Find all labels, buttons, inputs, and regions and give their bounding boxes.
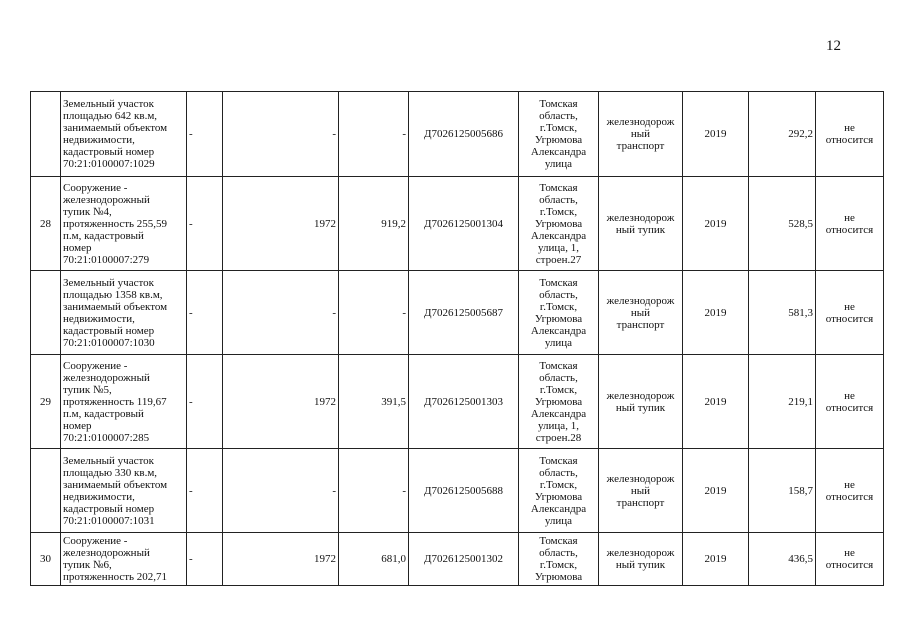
description-line: Земельный участок bbox=[63, 276, 154, 289]
relation-line: относится bbox=[825, 223, 874, 236]
address-line: Александра bbox=[530, 229, 587, 242]
description-line: железнодорожный bbox=[63, 371, 150, 384]
relation-line: относится bbox=[825, 490, 874, 503]
address-line: улица, 1, bbox=[538, 241, 579, 254]
value-cell: 158,7 bbox=[749, 449, 816, 533]
address-line: Томская bbox=[539, 535, 578, 547]
address-line: область, bbox=[539, 110, 578, 122]
relation-line: относится bbox=[825, 134, 874, 146]
address-line: строен.28 bbox=[535, 431, 582, 444]
relation-line: относится bbox=[825, 401, 874, 414]
value-cell: 436,5 bbox=[749, 533, 816, 586]
address-line: г.Томск, bbox=[539, 205, 578, 218]
assessment-year-cell: 2019 bbox=[683, 533, 749, 586]
address-line: Угрюмова bbox=[534, 571, 583, 583]
category-cell bbox=[599, 92, 683, 177]
description-line: тупик №5, bbox=[63, 383, 112, 396]
description-line: железнодорожный bbox=[63, 193, 150, 206]
description-line: п.м, кадастровый bbox=[63, 407, 144, 420]
value-cell: 219,1 bbox=[749, 355, 816, 449]
category-line: железнодорож bbox=[606, 389, 675, 402]
table-row bbox=[31, 271, 884, 355]
row-number-cell: 29 bbox=[31, 355, 61, 449]
description-line: 70:21:0100007:285 bbox=[63, 431, 150, 444]
address-line: улица, 1, bbox=[538, 419, 579, 432]
flag-cell: - bbox=[187, 92, 223, 177]
description-cell bbox=[61, 177, 187, 271]
address-line: Александра bbox=[530, 502, 587, 515]
relation-line: не bbox=[844, 389, 855, 402]
description-line: Земельный участок bbox=[63, 454, 154, 467]
description-line: 70:21:0100007:1030 bbox=[63, 336, 155, 349]
description-line: кадастровый номер bbox=[63, 502, 155, 515]
relation-line: не bbox=[844, 122, 855, 134]
address-cell bbox=[519, 92, 599, 177]
table-row bbox=[31, 92, 884, 177]
address-cell bbox=[519, 533, 599, 586]
assessment-year-cell: 2019 bbox=[683, 355, 749, 449]
category-line: транспорт bbox=[616, 496, 665, 509]
description-line: занимаемый объектом bbox=[63, 300, 168, 313]
value-cell: 581,3 bbox=[749, 271, 816, 355]
value-cell: 292,2 bbox=[749, 92, 816, 177]
row-number-cell: 28 bbox=[31, 177, 61, 271]
address-cell bbox=[519, 271, 599, 355]
address-cell bbox=[519, 355, 599, 449]
description-line: кадастровый номер bbox=[63, 146, 155, 158]
category-line: ный тупик bbox=[615, 559, 666, 571]
description-line: Сооружение - bbox=[63, 181, 128, 194]
relation-line: не bbox=[844, 547, 855, 559]
address-line: Угрюмова bbox=[534, 395, 583, 408]
description-line: площадью 1358 кв.м, bbox=[63, 288, 163, 301]
category-line: железнодорож bbox=[606, 547, 675, 559]
address-line: улица bbox=[544, 336, 573, 349]
area-cell: - bbox=[339, 449, 409, 533]
assessment-year-cell: 2019 bbox=[683, 177, 749, 271]
relation-line: относится bbox=[825, 312, 874, 325]
address-line: Александра bbox=[530, 324, 587, 337]
category-line: ный bbox=[630, 484, 651, 497]
flag-cell: - bbox=[187, 271, 223, 355]
area-cell: - bbox=[339, 271, 409, 355]
description-line: занимаемый объектом bbox=[63, 478, 168, 491]
address-line: Томская bbox=[539, 359, 578, 372]
registry-id-cell: Д7026125001304 bbox=[409, 177, 519, 271]
category-line: ный тупик bbox=[615, 401, 666, 414]
address-line: г.Томск, bbox=[539, 383, 578, 396]
relation-cell bbox=[816, 271, 884, 355]
relation-cell bbox=[816, 533, 884, 586]
description-line: Сооружение - bbox=[63, 535, 128, 547]
row-number-cell bbox=[31, 92, 61, 177]
description-cell bbox=[61, 533, 187, 586]
description-cell bbox=[61, 92, 187, 177]
year-cell: 1972 bbox=[223, 177, 339, 271]
category-line: ный bbox=[630, 306, 651, 319]
address-line: г.Томск, bbox=[539, 478, 578, 491]
description-line: недвижимости, bbox=[63, 490, 135, 503]
address-cell bbox=[519, 449, 599, 533]
description-line: тупик №6, bbox=[63, 559, 112, 571]
address-line: Томская bbox=[539, 181, 578, 194]
description-line: недвижимости, bbox=[63, 312, 135, 325]
year-cell: - bbox=[223, 449, 339, 533]
category-line: железнодорож bbox=[606, 211, 675, 224]
description-line: площадью 642 кв.м, bbox=[63, 110, 158, 122]
description-line: 70:21:0100007:1029 bbox=[63, 158, 155, 170]
category-cell bbox=[599, 355, 683, 449]
address-line: Александра bbox=[530, 146, 587, 158]
table-row bbox=[31, 533, 884, 586]
flag-cell: - bbox=[187, 449, 223, 533]
category-line: транспорт bbox=[616, 318, 665, 331]
page-number: 12 bbox=[826, 38, 841, 54]
registry-id-cell: Д7026125001302 bbox=[409, 533, 519, 586]
category-line: железнодорож bbox=[606, 116, 675, 128]
description-cell bbox=[61, 449, 187, 533]
year-cell: 1972 bbox=[223, 533, 339, 586]
value-cell: 528,5 bbox=[749, 177, 816, 271]
address-cell bbox=[519, 177, 599, 271]
year-cell: 1972 bbox=[223, 355, 339, 449]
relation-cell bbox=[816, 92, 884, 177]
category-cell bbox=[599, 177, 683, 271]
flag-cell: - bbox=[187, 355, 223, 449]
address-line: г.Томск, bbox=[539, 559, 578, 571]
assessment-year-cell: 2019 bbox=[683, 92, 749, 177]
description-line: железнодорожный bbox=[63, 547, 150, 559]
table-row bbox=[31, 177, 884, 271]
description-line: занимаемый объектом bbox=[63, 122, 168, 134]
table-row bbox=[31, 355, 884, 449]
description-line: Сооружение - bbox=[63, 359, 128, 372]
relation-line: не bbox=[844, 211, 855, 224]
category-line: ный bbox=[630, 128, 651, 140]
description-line: протяженность 119,67 bbox=[63, 395, 167, 408]
address-line: область, bbox=[539, 466, 578, 479]
description-line: тупик №4, bbox=[63, 205, 112, 218]
registry-id-cell: Д7026125005687 bbox=[409, 271, 519, 355]
row-number-cell bbox=[31, 449, 61, 533]
area-cell: 681,0 bbox=[339, 533, 409, 586]
flag-cell: - bbox=[187, 533, 223, 586]
registry-id-cell: Д7026125001303 bbox=[409, 355, 519, 449]
address-line: Угрюмова bbox=[534, 217, 583, 230]
category-line: железнодорож bbox=[606, 294, 675, 307]
address-line: улица bbox=[544, 158, 573, 170]
category-line: транспорт bbox=[616, 140, 665, 152]
address-line: область, bbox=[539, 193, 578, 206]
property-table bbox=[30, 91, 884, 586]
address-line: Томская bbox=[539, 98, 578, 110]
year-cell: - bbox=[223, 92, 339, 177]
address-line: область, bbox=[539, 371, 578, 384]
row-number-cell bbox=[31, 271, 61, 355]
address-line: Угрюмова bbox=[534, 490, 583, 503]
description-line: протяженность 255,59 bbox=[63, 217, 168, 230]
address-line: Угрюмова bbox=[534, 134, 583, 146]
description-line: номер bbox=[63, 419, 92, 432]
description-line: номер bbox=[63, 241, 92, 254]
address-line: область, bbox=[539, 288, 578, 301]
description-cell bbox=[61, 355, 187, 449]
address-line: Угрюмова bbox=[534, 312, 583, 325]
category-line: ный тупик bbox=[615, 223, 666, 236]
address-line: Александра bbox=[530, 407, 587, 420]
area-cell: 919,2 bbox=[339, 177, 409, 271]
registry-id-cell: Д7026125005688 bbox=[409, 449, 519, 533]
area-cell: - bbox=[339, 92, 409, 177]
description-line: Земельный участок bbox=[63, 98, 154, 110]
description-line: недвижимости, bbox=[63, 134, 135, 146]
address-line: улица bbox=[544, 514, 573, 527]
address-line: г.Томск, bbox=[539, 122, 578, 134]
registry-id-cell: Д7026125005686 bbox=[409, 92, 519, 177]
relation-line: не bbox=[844, 478, 855, 491]
description-line: 70:21:0100007:279 bbox=[63, 253, 150, 266]
category-cell bbox=[599, 449, 683, 533]
address-line: Томская bbox=[539, 276, 578, 289]
address-line: строен.27 bbox=[535, 253, 582, 266]
description-line: 70:21:0100007:1031 bbox=[63, 514, 155, 527]
flag-cell: - bbox=[187, 177, 223, 271]
relation-cell bbox=[816, 449, 884, 533]
description-line: п.м, кадастровый bbox=[63, 229, 144, 242]
row-number-cell: 30 bbox=[31, 533, 61, 586]
relation-cell bbox=[816, 355, 884, 449]
relation-line: не bbox=[844, 300, 855, 313]
assessment-year-cell: 2019 bbox=[683, 449, 749, 533]
description-line: площадью 330 кв.м, bbox=[63, 466, 158, 479]
address-line: г.Томск, bbox=[539, 300, 578, 313]
category-cell bbox=[599, 533, 683, 586]
description-line: протяженность 202,71 bbox=[63, 571, 168, 583]
area-cell: 391,5 bbox=[339, 355, 409, 449]
assessment-year-cell: 2019 bbox=[683, 271, 749, 355]
category-line: железнодорож bbox=[606, 472, 675, 485]
table-row bbox=[31, 449, 884, 533]
address-line: Томская bbox=[539, 454, 578, 467]
category-cell bbox=[599, 271, 683, 355]
description-cell bbox=[61, 271, 187, 355]
relation-cell bbox=[816, 177, 884, 271]
description-line: кадастровый номер bbox=[63, 324, 155, 337]
relation-line: относится bbox=[825, 559, 874, 571]
year-cell: - bbox=[223, 271, 339, 355]
address-line: область, bbox=[539, 547, 578, 559]
